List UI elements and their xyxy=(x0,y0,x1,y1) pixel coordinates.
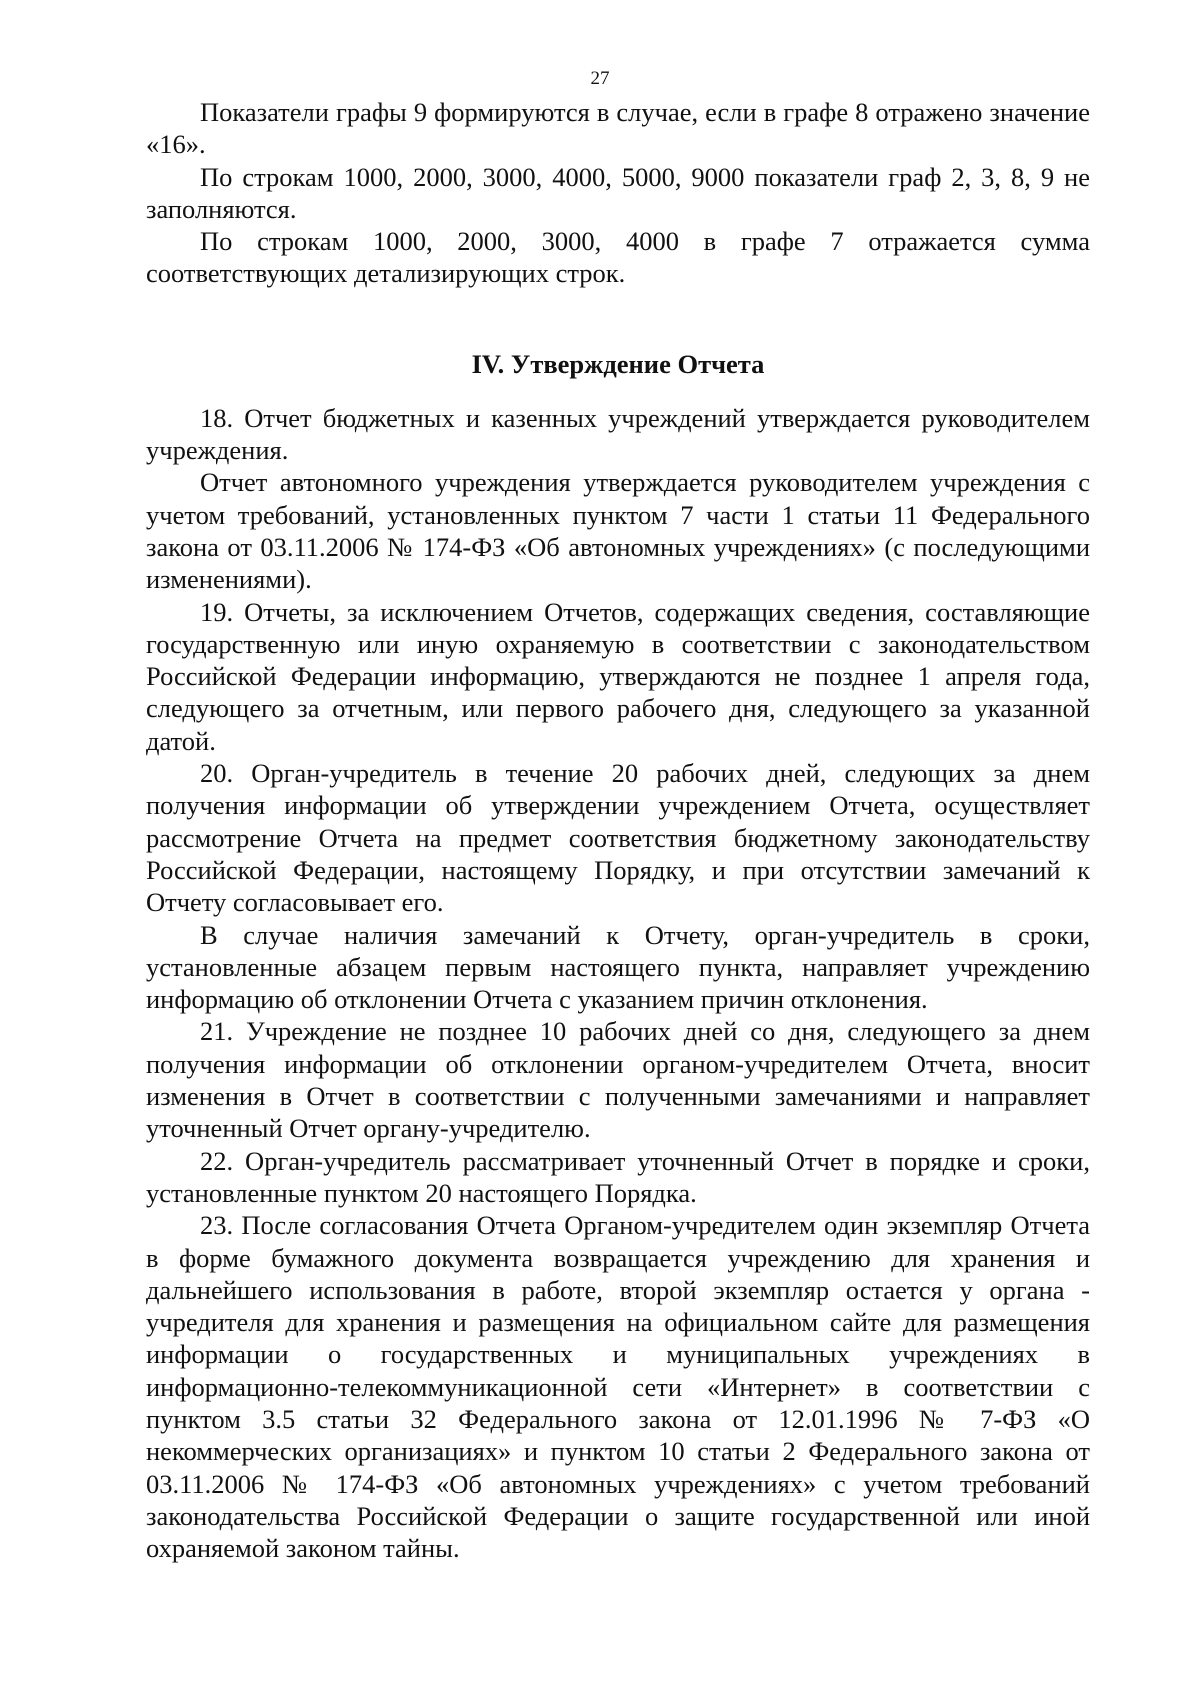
paragraph-item-19: 19. Отчеты, за исключением Отчетов, содержащих сведения, составляющие государственную или иную охраняемую в соответствии с законодательством Российской Федерации информацию, утверждаются не позднее 1 апреля года, следующего за отчетным, или первого рабочего дня, следующего за указанной датой. xyxy=(146,596,1090,756)
paragraph-rows-not-filled: По строкам 1000, 2000, 3000, 4000, 5000, 9000 показатели граф 2, 3, 8, 9 не заполняются. xyxy=(146,161,1090,224)
paragraph-item-22: 22. Орган-учредитель рассматривает уточненный Отчет в порядке и сроки, установленные пунктом 20 настоящего Порядка. xyxy=(146,1145,1090,1208)
paragraph-item-20: 20. Орган-учредитель в течение 20 рабочих дней, следующих за днем получения информации об утверждении учреждением Отчета, осуществляет рассмотрение Отчета на предмет соответствия бюджетному законодательству Российской Федерации, настоящему Порядку, и при отсутствии замечаний к Отчету согласовывает его. xyxy=(146,758,1090,918)
paragraph-autonomous-approval: Отчет автономного учреждения утверждается руководителем учреждения с учетом требований, установленных пунктом 7 части 1 статьи 11 Федерального закона от 03.11.2006 № 174-ФЗ «Об автономных учреждениях» (с последующими изменениями). xyxy=(146,467,1090,595)
section-heading: IV. Утверждение Отчета xyxy=(471,348,765,379)
paragraph-rows-sum: По строкам 1000, 2000, 3000, 4000 в графе 7 отражается сумма соответствующих детализирующих строк. xyxy=(146,226,1090,289)
document-body xyxy=(146,96,1090,1564)
paragraph-graph9: Показатели графы 9 формируются в случае, если в графе 8 отражено значение «16». xyxy=(146,97,1090,160)
paragraph-item-21: 21. Учреждение не позднее 10 рабочих дней со дня, следующего за днем получения информации об отклонении органом-учредителем Отчета, вносит изменения в Отчет в соответствии с полученными замечаниями и направляет уточненный Отчет органу-учредителю. xyxy=(146,1016,1090,1144)
paragraph-rejection-info: В случае наличия замечаний к Отчету, орган-учредитель в сроки, установленные абзацем первым настоящего пункта, направляет учреждению информацию об отклонении Отчета с указанием причин отклонения. xyxy=(146,919,1090,1015)
paragraph-item-18: 18. Отчет бюджетных и казенных учреждений утверждается руководителем учреждения. xyxy=(146,402,1090,466)
page-number: 27 xyxy=(590,68,610,89)
paragraph-item-23: 23. После согласования Отчета Органом-учредителем один экземпляр Отчета в форме бумажного документа возвращается учреждению для хранения и дальнейшего использования в работе, второй экземпляр остается у органа - учредителя для хранения и размещения на официальном сайте для размещения информации о государственных и муниципальных учреждениях в информационно-телекоммуникационной сети «Интернет» в соответствии с пунктом 3.5 статьи 32 Федерального закона от 12.01.1996 № 7-ФЗ «О некоммерческих организациях» и пунктом 10 статьи 2 Федерального закона от 03.11.2006 № 174-ФЗ «Об автономных учреждениях» с учетом требований законодательства Российской Федерации о защите государственной или иной охраняемой законом тайны. xyxy=(146,1210,1090,1564)
